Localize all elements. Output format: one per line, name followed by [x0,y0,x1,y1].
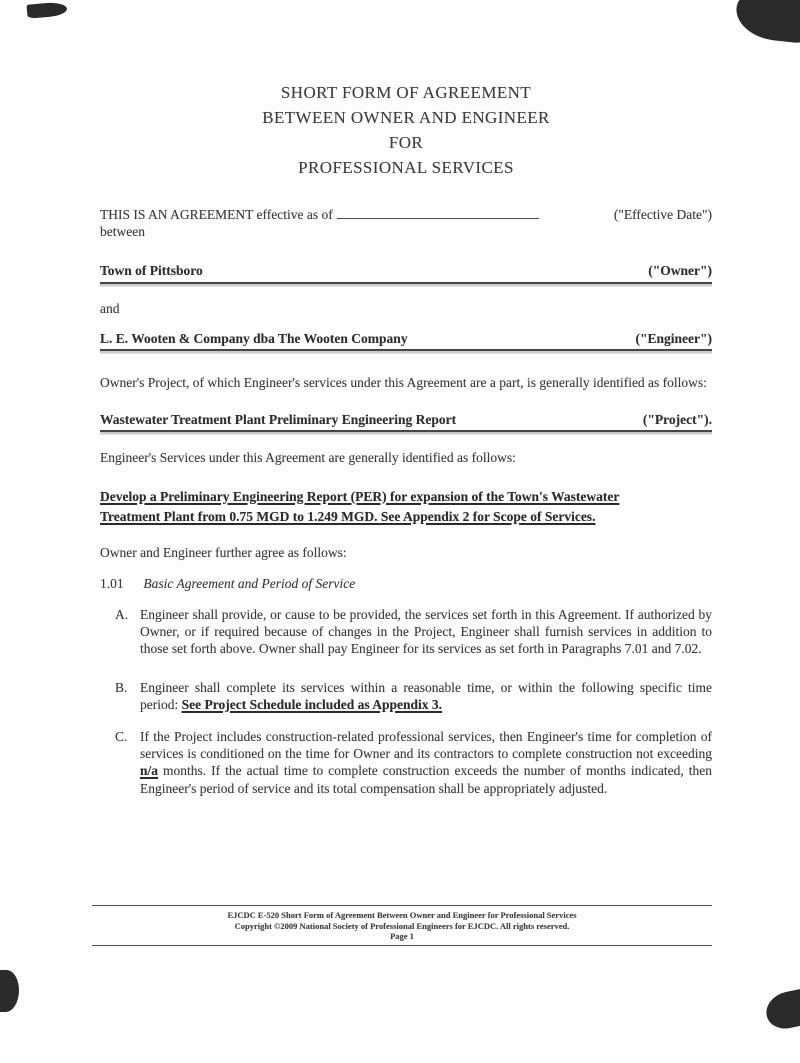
scan-artifact-bottom-right [763,988,800,1032]
title-line-1: SHORT FORM OF AGREEMENT [280,83,532,102]
clause-b-letter: B. [115,679,128,695]
section-1-01-heading [100,575,712,592]
services-description-line-2: Treatment Plant from 0.75 MGD to 1.249 MGD. See Appendix 2 for Scope of Services. [100,508,596,524]
clause-c-months-value: n/a [140,763,159,779]
scan-artifact-bottom-left [0,970,19,1012]
clause-a-letter: A. [115,607,129,623]
clause-c [100,728,712,797]
project-name: Wastewater Treatment Plant Preliminary Engineering Report [100,412,457,428]
footer-page-number: Page 1 [390,931,414,941]
project-intro-text: Owner's Project, of which Engineer's services under this Agreement are a part, is generally identified as follows: [100,375,707,391]
footer-copyright: Copyright ©2009 National Society of Professional Engineers for EJCDC. All rights reserved. [234,920,570,931]
engineer-row [100,330,712,351]
clause-b-schedule-reference: See Project Schedule included as Appendix 3. [181,696,443,712]
agreement-intro-text: THIS IS AN AGREEMENT effective as of [100,207,333,222]
clause-c-letter: C. [115,729,128,745]
section-title: Basic Agreement and Period of Service [143,575,356,591]
clause-c-text-before: If the Project includes construction-related professional services, then Engineer's time for completion of services is conditioned on the time for Owner and its contractors to complete construction not exceeding [140,729,712,762]
section-number: 1.01 [100,575,124,591]
clause-b-text [140,680,712,712]
title-line-3: FOR [388,133,424,152]
footer-document-id: EJCDC E-520 Short Form of Agreement Between Owner and Engineer for Professional Services [227,910,577,920]
services-description-line-1: Develop a Preliminary Engineering Report (PER) for expansion of the Town's Wastewater [100,488,620,504]
project-row [100,411,712,432]
owner-label: ("Owner") [648,263,712,279]
owner-row [100,262,712,283]
page-footer [92,905,712,946]
and-text: and [100,300,120,316]
clause-b [100,679,712,713]
services-description [100,487,712,527]
project-label: ("Project"). [642,412,712,428]
between-text: between [100,224,145,240]
clause-c-text-after: months. If the actual time to complete construction exceeds the number of months indicated, then Engineer's period of service and its total compensation shall be appropriately adjusted. [140,763,712,796]
clause-a [100,606,712,658]
title-line-4: PROFESSIONAL SERVICES [298,158,514,177]
services-intro-text: Engineer's Services under this Agreement are generally identified as follows: [100,450,516,466]
effective-date-blank-field [337,206,539,219]
document-title [100,80,712,180]
clause-c-text [140,729,712,796]
effective-date-label: ("Effective Date") [613,207,712,222]
engineer-label: ("Engineer") [635,330,712,346]
engineer-name: L. E. Wooten & Company dba The Wooten Company [100,330,408,346]
title-line-2: BETWEEN OWNER AND ENGINEER [262,108,550,127]
clause-a-text: Engineer shall provide, or cause to be provided, the services set forth in this Agreement. If authorized by Owner, or if required because of changes in the Project, Engineer shall furnish services in addition to those set forth above. Owner shall pay Engineer for its services as set forth in Paragraphs 7.01 and 7.02. [140,607,712,657]
agree-text: Owner and Engineer further agree as follows: [100,544,347,560]
clause-b-text-plain: Engineer shall complete its services within a reasonable time, or within the following specific time period: [140,679,712,712]
effective-date-row [100,206,712,223]
owner-name: Town of Pittsboro [100,263,203,279]
